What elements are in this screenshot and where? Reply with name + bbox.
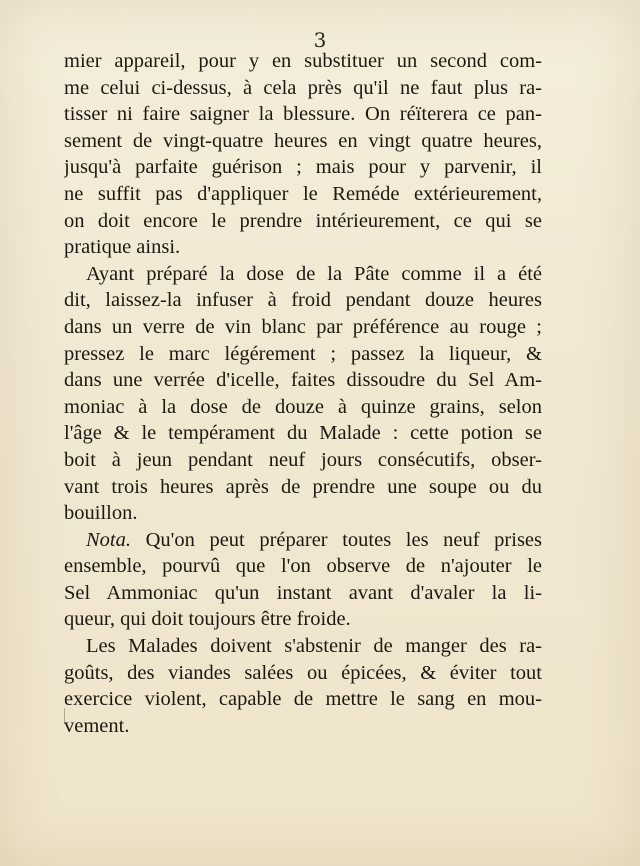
nota-label: Nota. (86, 528, 131, 551)
text-line: pratique ainsi. (64, 236, 181, 259)
text-line: moniac à la dose de douze à quinze grains, selon (64, 395, 542, 418)
text-line: Sel Ammoniac qu'un instant avant d'avaler la li- (64, 581, 542, 604)
text-line: exercice violent, capable de mettre le sang en mou- (64, 688, 542, 711)
text-line: Les Malades doivent s'abstenir de manger des ra- (86, 635, 542, 658)
text-line: dans une verrée d'icelle, faites dissoudre du Sel Am- (64, 369, 542, 392)
text-line: ensemble, pourvû que l'on observe de n'ajouter le (64, 555, 542, 578)
text-line: vant trois heures après de prendre une soupe ou du (64, 475, 542, 498)
text-line: me celui ci-dessus, à cela près qu'il ne faut plus ra- (64, 76, 542, 99)
text-line: tisser ni faire saigner la blessure. On réïterera ce pan- (64, 103, 542, 126)
text-line: dit, laissez-la infuser à froid pendant douze heures (64, 289, 542, 312)
text-line: sement de vingt-quatre heures en vingt quatre heures, (64, 129, 542, 152)
text-line: vement. (64, 714, 130, 737)
body-text (64, 48, 542, 739)
text-line: mier appareil, pour y en substituer un second com- (64, 50, 542, 72)
text-line: dans un verre de vin blanc par préférence au rouge ; (64, 315, 542, 338)
text-line: ne suffit pas d'appliquer le Reméde extérieurement, (64, 182, 542, 205)
text-line: jusqu'à parfaite guérison ; mais pour y parvenir, il (64, 156, 542, 179)
text-line: on doit encore le prendre intérieurement, ce qui se (64, 209, 542, 232)
text-line: boit à jeun pendant neuf jours consécutifs, obser- (64, 448, 542, 471)
text-line: queur, qui doit toujours être froide. (64, 608, 351, 631)
text-line: Ayant préparé la dose de la Pâte comme il a été (86, 262, 542, 285)
page-number: 3 (313, 28, 327, 52)
text-line: pressez le marc légérement ; passez la liqueur, & (64, 342, 542, 365)
ink-mark (64, 708, 77, 724)
text-line: l'âge & le tempérament du Malade : cette potion se (64, 422, 542, 445)
nota-line (64, 527, 542, 554)
text-line: Qu'on peut préparer toutes les neuf prises (145, 528, 542, 551)
text-line: bouillon. (64, 502, 138, 525)
text-line: goûts, des viandes salées ou épicées, & éviter tout (64, 661, 542, 684)
